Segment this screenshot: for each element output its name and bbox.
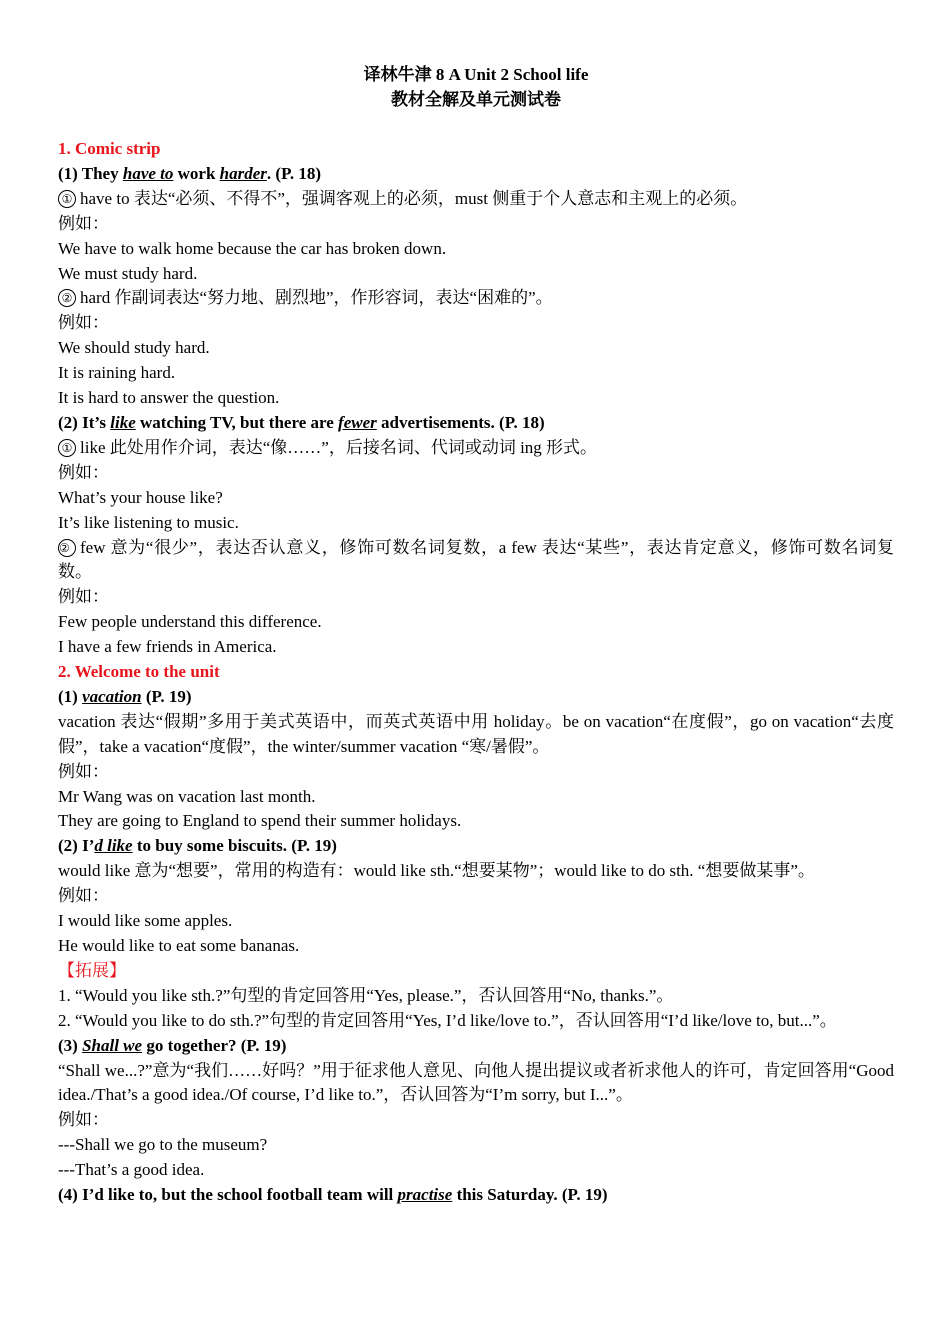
point-heading: (2) I’d like to buy some biscuits. (P. 19) [58,836,337,856]
example-label: 例如： [58,1110,109,1130]
example-sentence: Mr Wang was on vacation last month. [58,786,316,806]
explanation: ② hard 作副词表达“努力地、剧烈地”，作形容词，表达“困难的”。 [58,286,894,311]
keyword: vacation [82,686,142,706]
extension-item: 2. “Would you like to do sth.?”句型的肯定回答用“Yes, I’d like/love to.”，否认回答用“I’d like/love to, but...”。 [58,1010,837,1030]
section-heading-welcome: 2. Welcome to the unit [58,662,220,682]
example-sentence: It is hard to answer the question. [58,388,280,408]
circled-number: ① [58,439,76,457]
point-heading: (1) vacation (P. 19) [58,686,192,706]
dialogue-line: ---That’s a good idea. [58,1160,205,1180]
extension-label: 【拓展】 [58,960,126,980]
extension-item: 1. “Would you like sth.?”句型的肯定回答用“Yes, please.”，否认回答用“No, thanks.”。 [58,985,674,1005]
document-title: 译林牛津 8 A Unit 2 School life [363,65,589,84]
example-sentence: We have to walk home because the car has broken down. [58,238,447,258]
example-label: 例如： [58,886,109,906]
point-heading: (4) I’d like to, but the school football team will practise this Saturday. (P. 19) [58,1185,608,1205]
point-heading: (1) They have to work harder. (P. 18) [58,163,322,183]
example-sentence: They are going to England to spend their summer holidays. [58,811,462,831]
keyword: have to [122,163,174,183]
explanation: “Shall we...?”意为“我们……好吗？”用于征求他人意见、向他人提出提议或者祈求他人的许可，肯定回答用“Good idea./That’s a good idea./Of course, I’d like to.”，否认回答为“I’m sorry, but I...”。 [58,1060,894,1105]
example-sentence: I have a few friends in America. [58,637,277,657]
keyword: like [110,412,136,432]
explanation: vacation 表达“假期”多用于美式英语中，而英式英语中用 holiday。be on vacation“在度假”，go on vacation“去度假”，take a vacation“度假”，the winter/summer vacation “寒/暑假”。 [58,711,894,756]
keyword: harder [219,163,267,183]
keyword: practise [397,1185,453,1205]
explanation: would like 意为“想要”，常用的构造有：would like sth.“想要某物”；would like to do sth. “想要做某事”。 [58,861,815,881]
keyword: Shall we [82,1035,143,1055]
dialogue-line: ---Shall we go to the museum? [58,1135,268,1155]
point-heading: (2) It’s like watching TV, but there are fewer advertisements. (P. 18) [58,412,545,432]
keyword: d like [94,836,133,856]
example-label: 例如： [58,587,109,607]
circled-number: ② [58,539,76,557]
example-sentence: It’s like listening to music. [58,512,239,532]
section-heading-comic-strip: 1. Comic strip [58,139,161,158]
example-label: 例如： [58,213,109,233]
example-sentence: What’s your house like? [58,487,223,507]
example-sentence: He would like to eat some bananas. [58,936,300,955]
example-label: 例如： [58,462,109,482]
example-sentence: It is raining hard. [58,363,176,383]
document-page [58,62,894,1208]
keyword: fewer [338,412,377,432]
explanation: ① like 此处用作介词，表达“像……”，后接名词、代词或动词 ing 形式。 [58,436,894,461]
explanation: ② few 意为“很少”，表达否认意义，修饰可数名词复数，a few 表达“某些”，表达肯定意义，修饰可数名词复数。 [58,537,894,582]
example-sentence: We should study hard. [58,338,210,358]
document-subtitle: 教材全解及单元测试卷 [391,90,561,109]
example-sentence: We must study hard. [58,263,198,283]
example-label: 例如： [58,761,109,781]
example-sentence: I would like some apples. [58,911,233,931]
explanation: ① have to 表达“必须、不得不”，强调客观上的必须，must 侧重于个人意志和主观上的必须。 [58,187,894,212]
point-heading: (3) Shall we go together? (P. 19) [58,1035,287,1055]
example-label: 例如： [58,313,109,333]
circled-number: ① [58,190,76,208]
example-sentence: Few people understand this difference. [58,612,322,632]
circled-number: ② [58,289,76,307]
